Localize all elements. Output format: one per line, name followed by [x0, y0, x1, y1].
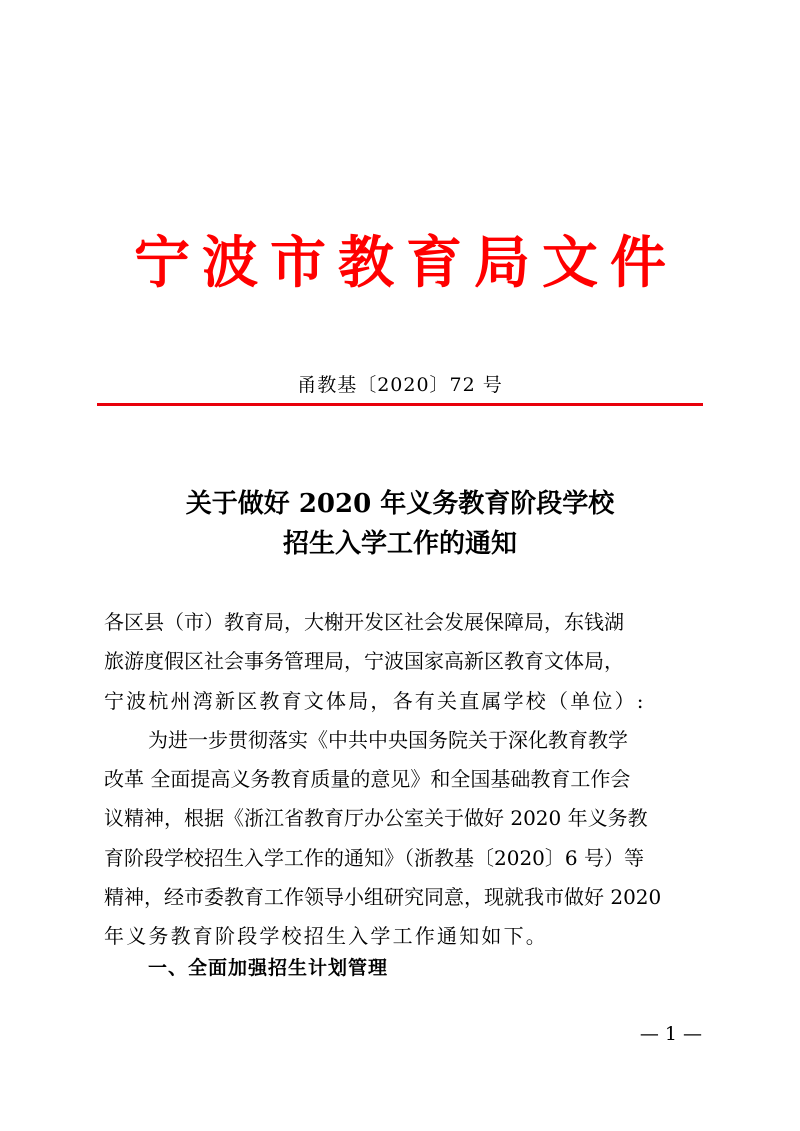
red-separator-line [97, 403, 703, 406]
addressee-paragraph [104, 603, 700, 721]
intro-paragraph [104, 721, 700, 957]
addressee-line: 宁波杭州湾新区教育文体局，各有关直属学校（单位）: [104, 688, 646, 713]
body-line: 年义务教育阶段学校招生入学工作通知如下。 [104, 924, 548, 949]
notice-title-line-1: 关于做好 2020 年义务教育阶段学校 [185, 489, 615, 519]
addressee-line: 旅游度假区社会事务管理局，宁波国家高新区教育文体局， [104, 649, 624, 674]
body-line: 改革 全面提高义务教育质量的意见》和全国基础教育工作会 [104, 767, 631, 792]
page-number: — 1 — [639, 1023, 702, 1045]
body-line: 育阶段学校招生入学工作的通知》（浙教基〔2020〕6 号）等 [104, 845, 644, 870]
body-line: 议精神，根据《浙江省教育厅办公室关于做好 2020 年义务教 [104, 806, 648, 831]
body-line: 精神，经市委教育工作领导小组研究同意，现就我市做好 2020 [104, 885, 662, 910]
body-line: 为进一步贯彻落实《中共中央国务院关于深化教育教学 [148, 727, 628, 752]
document-number: 甬教基〔2020〕72 号 [297, 374, 503, 396]
document-header-title: 宁波市教育局文件 [134, 231, 678, 296]
addressee-line: 各区县（市）教育局，大榭开发区社会发展保障局，东钱湖 [104, 610, 624, 634]
section-heading-1: 一、全面加强招生计划管理 [148, 957, 389, 979]
notice-title-line-2: 招生入学工作的通知 [282, 529, 517, 559]
notice-title [0, 484, 800, 564]
notice-body [104, 603, 700, 957]
